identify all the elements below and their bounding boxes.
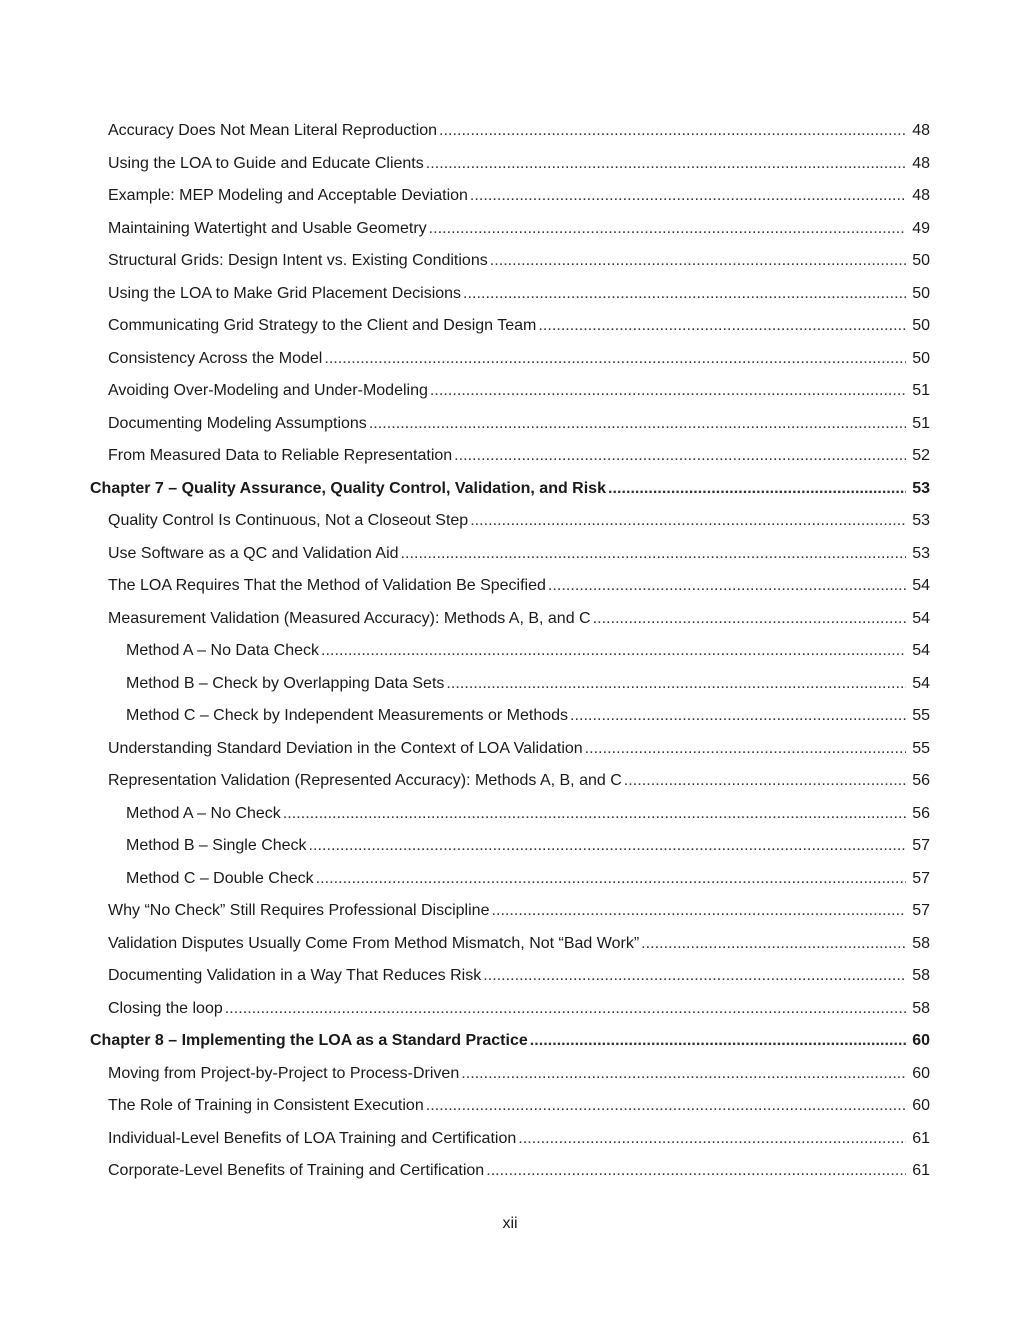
toc-entry-page: 60 [912,1032,930,1049]
dot-leader [369,408,906,441]
toc-entry-page: 57 [912,869,930,887]
dot-leader [548,570,906,603]
toc-entry-title: Why “No Check” Still Requires Professional Discipline [108,902,490,919]
toc-entry-title: Using the LOA to Guide and Educate Clients [108,154,424,172]
dot-leader [316,863,906,896]
toc-entry-page: 48 [912,187,930,204]
toc-entry-title: Closing the loop [108,999,223,1017]
dot-leader [518,1123,906,1156]
toc-entry[interactable] [90,375,930,408]
toc-entry-title: Measurement Validation (Measured Accuracy): Methods A, B, and C [108,609,591,627]
toc-entry[interactable] [90,505,930,538]
toc-entry-page: 48 [912,154,930,172]
toc-entry[interactable] [90,863,930,896]
toc-entry[interactable] [90,245,930,278]
toc-entry[interactable] [90,408,930,441]
toc-entry-title: Method C – Double Check [126,869,314,887]
dot-leader [225,993,906,1026]
toc-entry-page: 57 [912,837,930,854]
toc-entry-page: 54 [912,674,930,692]
toc-entry[interactable] [90,895,930,928]
toc-entry[interactable] [90,700,930,733]
toc-entry-title: Corporate-Level Benefits of Training and Certification [108,1162,485,1179]
toc-entry-title: Chapter 7 – Quality Assurance, Quality Control, Validation, and Risk [90,479,606,497]
toc-entry-page: 60 [912,1064,930,1082]
dot-leader [426,1090,906,1123]
toc-entry-page: 53 [912,544,930,562]
toc-entry[interactable] [90,570,930,603]
toc-entry[interactable] [90,1090,930,1123]
dot-leader [283,798,906,831]
page-number: xii [502,1215,518,1232]
toc-entry-title: Validation Disputes Usually Come From Method Mismatch, Not “Bad Work” [108,934,640,952]
toc-entry-page: 53 [912,479,930,497]
toc-entry-page: 50 [912,284,930,302]
dot-leader [426,148,906,181]
dot-leader [401,538,906,571]
dot-leader [463,278,906,311]
toc-entry-title: Example: MEP Modeling and Acceptable Deviation [108,187,468,204]
toc-entry-page: 61 [912,1162,930,1179]
toc-entry-page: 55 [912,739,930,757]
toc-entry-title: Chapter 8 – Implementing the LOA as a Standard Practice [90,1032,528,1049]
toc-entry[interactable] [90,798,930,831]
toc-entry[interactable] [90,635,930,668]
toc-entry-title: Maintaining Watertight and Usable Geometry [108,219,427,237]
toc-entry-title: Structural Grids: Design Intent vs. Existing Conditions [108,252,488,269]
toc-entry-title: Method C – Check by Independent Measurements or Methods [126,707,569,724]
toc-entry[interactable] [90,115,930,148]
dot-leader [641,928,906,961]
dot-leader [470,180,906,213]
toc-entry[interactable] [90,830,930,863]
dot-leader [530,1025,906,1058]
toc-entry-page: 57 [912,902,930,919]
toc-entry-title: The LOA Requires That the Method of Validation Be Specified [108,577,546,594]
toc-entry-page: 60 [912,1097,930,1114]
dot-leader [439,115,906,148]
toc-entry-title: Method A – No Check [126,804,281,822]
toc-entry-title: Using the LOA to Make Grid Placement Decisions [108,284,462,302]
toc-entry[interactable] [90,960,930,993]
toc-entry-page: 50 [912,252,930,269]
toc-entry[interactable] [90,1155,930,1188]
toc-entry-title: From Measured Data to Reliable Representation [108,447,453,464]
toc-entry[interactable] [90,1058,930,1091]
dot-leader [624,765,906,798]
dot-leader [491,895,906,928]
toc-entry-title: Individual-Level Benefits of LOA Training and Certification [108,1129,517,1147]
toc-entry-title: Method B – Check by Overlapping Data Sets [126,674,445,692]
dot-leader [324,343,906,376]
toc-entry-page: 51 [912,382,930,399]
toc-entry[interactable] [90,1123,930,1156]
toc-entry-title: Understanding Standard Deviation in the Context of LOA Validation [108,739,583,757]
toc-entry[interactable] [90,343,930,376]
toc-entry-title: Documenting Modeling Assumptions [108,414,367,432]
dot-leader [538,310,906,343]
toc-entry-title: Use Software as a QC and Validation Aid [108,544,399,562]
toc-entry[interactable] [90,278,930,311]
toc-entry-page: 54 [912,642,930,659]
dot-leader [490,245,906,278]
toc-entry[interactable] [90,213,930,246]
toc-entry-title: The Role of Training in Consistent Execution [108,1097,424,1114]
toc-entry-page: 53 [912,512,930,529]
toc-entry-page: 58 [912,967,930,984]
toc-chapter-entry[interactable] [90,1025,930,1058]
toc-entry-page: 48 [912,122,930,139]
toc-entry[interactable] [90,148,930,181]
toc-entry-page: 56 [912,804,930,822]
toc-entry-title: Documenting Validation in a Way That Reduces Risk [108,967,482,984]
toc-entry-title: Representation Validation (Represented Accuracy): Methods A, B, and C [108,772,622,789]
toc-entry[interactable] [90,993,930,1026]
dot-leader [585,733,906,766]
dot-leader [321,635,906,668]
toc-entry-page: 55 [912,707,930,724]
toc-entry-page: 51 [912,414,930,432]
toc-entry-title: Quality Control Is Continuous, Not a Closeout Step [108,512,469,529]
dot-leader [483,960,906,993]
dot-leader [486,1155,906,1188]
toc-entry[interactable] [90,310,930,343]
toc-entry[interactable] [90,180,930,213]
toc-entry-page: 54 [912,609,930,627]
dot-leader [608,473,906,506]
toc-entry-title: Communicating Grid Strategy to the Client and Design Team [108,317,537,334]
toc-entry-title: Moving from Project-by-Project to Process-Driven [108,1064,460,1082]
dot-leader [429,213,906,246]
dot-leader [454,440,906,473]
dot-leader [570,700,906,733]
toc-entry-page: 49 [912,219,930,237]
toc-entry-title: Method B – Single Check [126,837,307,854]
toc-chapter-entry[interactable] [90,473,930,506]
toc-entry-title: Method A – No Data Check [126,642,319,659]
toc-entry-page: 58 [912,999,930,1017]
toc-entry[interactable] [90,603,930,636]
toc-entry[interactable] [90,733,930,766]
toc-entry-title: Accuracy Does Not Mean Literal Reproduction [108,122,438,139]
dot-leader [461,1058,906,1091]
toc-entry-page: 54 [912,577,930,594]
table-of-contents [90,115,930,1188]
dot-leader [430,375,906,408]
toc-entry[interactable] [90,765,930,798]
toc-entry-page: 56 [912,772,930,789]
dot-leader [593,603,906,636]
dot-leader [470,505,906,538]
toc-entry-page: 50 [912,349,930,367]
toc-entry-page: 58 [912,934,930,952]
toc-entry-page: 61 [912,1129,930,1147]
toc-entry-page: 52 [912,447,930,464]
toc-entry-title: Avoiding Over-Modeling and Under-Modeling [108,382,428,399]
toc-entry[interactable] [90,538,930,571]
toc-entry-page: 50 [912,317,930,334]
dot-leader [446,668,906,701]
toc-entry-title: Consistency Across the Model [108,349,323,367]
toc-entry[interactable] [90,928,930,961]
toc-entry[interactable] [90,668,930,701]
toc-entry[interactable] [90,440,930,473]
dot-leader [309,830,906,863]
